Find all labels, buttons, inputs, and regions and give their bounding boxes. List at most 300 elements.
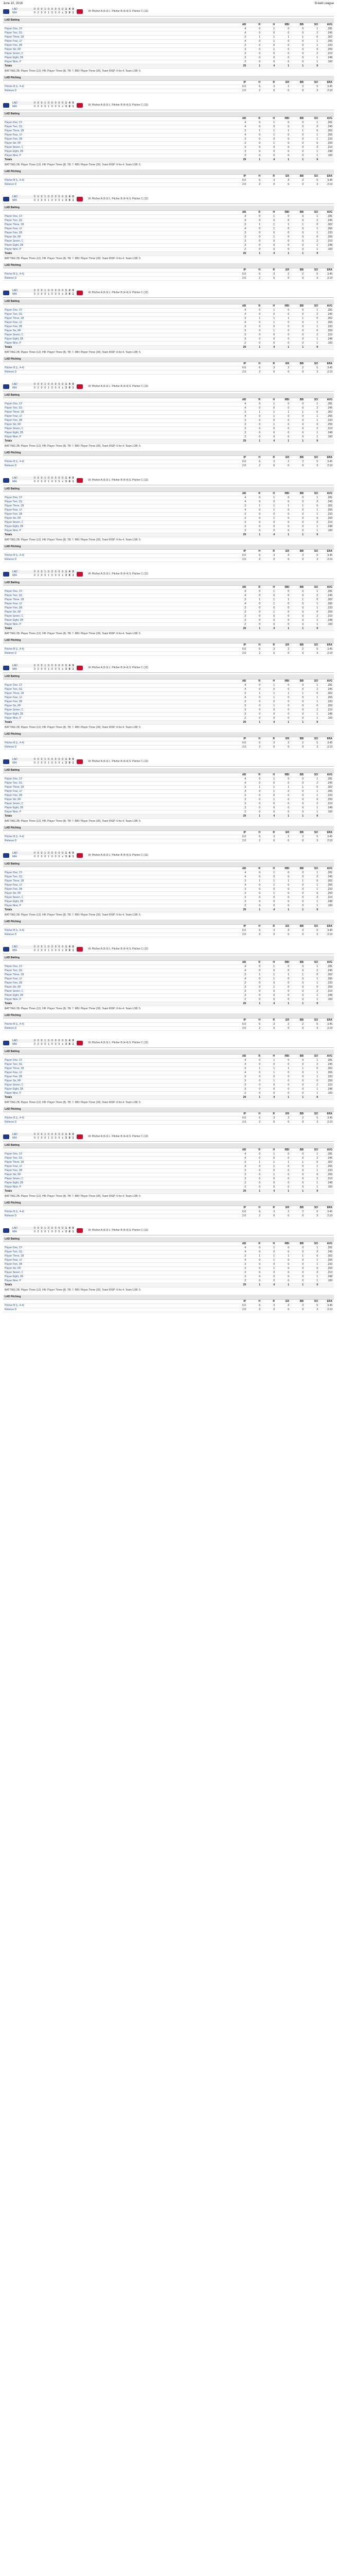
rhe-value: 3	[65, 761, 67, 765]
inning-score: 0	[58, 480, 60, 483]
player-name-link[interactable]: Player Nine, P	[3, 342, 233, 346]
linescore-table	[11, 664, 75, 671]
away-team-logo	[3, 572, 9, 577]
player-name-link[interactable]: Player Seven, C	[3, 896, 233, 900]
player-name-link[interactable]: Player One, CF	[3, 777, 233, 782]
stat-cell: 0	[276, 231, 291, 235]
stat-cell: .245	[320, 219, 334, 223]
player-name-link[interactable]: Player Two, SS	[3, 782, 233, 786]
player-name-link[interactable]: Player Eight, 2B	[3, 337, 233, 342]
player-name-link[interactable]: Player Three, 1B	[3, 129, 233, 133]
pitcher-name-link[interactable]: Reliever D	[3, 558, 233, 562]
stat-cell: .248	[320, 900, 334, 904]
stat-cell: 1	[305, 227, 320, 231]
team-abbr[interactable]: LAD	[11, 477, 33, 480]
player-name-link[interactable]: Player Six, RF	[3, 798, 233, 802]
player-name-link[interactable]: Player Three, 1B	[3, 223, 233, 227]
player-name-link[interactable]: Player Five, 3B	[3, 981, 233, 986]
player-name-link[interactable]: Player One, CF	[3, 121, 233, 125]
pitcher-name-link[interactable]: Pitcher B (L, 4-4)	[3, 85, 233, 89]
team-abbr[interactable]: MIA	[12, 293, 17, 296]
column-header: AVG	[320, 304, 334, 309]
stat-cell: 6	[247, 366, 262, 370]
rhe-value: 8	[68, 949, 70, 952]
stat-cell: 0	[247, 231, 262, 235]
stat-cell: 0	[276, 500, 291, 504]
player-name-link[interactable]: Player Four, LF	[3, 1165, 233, 1169]
inning-score: 0	[34, 477, 36, 480]
stat-cell: 1	[262, 411, 276, 415]
team-abbr[interactable]: MIA	[12, 105, 17, 108]
stat-cell: .245	[320, 969, 334, 973]
player-name-link[interactable]: Player One, CF	[3, 27, 233, 31]
team-abbr[interactable]: MIA	[12, 480, 17, 483]
player-name-link[interactable]: Player One, CF	[3, 590, 233, 594]
player-name-link[interactable]: Player Eight, 2B	[3, 619, 233, 623]
player-name-link[interactable]: Player One, CF	[3, 1153, 233, 1157]
player-name-link[interactable]: Player Six, RF	[3, 892, 233, 896]
column-header: SO	[305, 550, 320, 554]
team-abbr[interactable]: LAD	[11, 8, 33, 11]
table-row	[3, 329, 334, 333]
player-name-link[interactable]: Player Eight, 2B	[3, 56, 233, 60]
team-abbr[interactable]: LAD	[11, 664, 33, 668]
pitcher-name-link[interactable]: Reliever D	[3, 277, 233, 281]
player-name-link[interactable]: Player Five, 3B	[3, 888, 233, 892]
table-row	[3, 904, 334, 908]
player-name-link[interactable]: Player Six, RF	[3, 1267, 233, 1271]
player-name-link[interactable]: Player Four, LF	[3, 40, 233, 44]
player-name-link[interactable]: Player Four, LF	[3, 133, 233, 138]
player-name-link[interactable]: Player Six, RF	[3, 1173, 233, 1177]
table-row	[3, 219, 334, 223]
player-name-link[interactable]: Player Seven, C	[3, 521, 233, 525]
player-name-link[interactable]: Player Two, SS	[3, 594, 233, 598]
stat-cell: .281	[320, 121, 334, 125]
inning-score: 0	[55, 668, 57, 671]
stat-cell: .248	[320, 150, 334, 154]
player-name-link[interactable]: Player Eight, 2B	[3, 1181, 233, 1185]
player-name-link[interactable]: Player Five, 3B	[3, 138, 233, 142]
player-name-link[interactable]: Player Nine, P	[3, 248, 233, 252]
inning-score: 0	[62, 477, 64, 480]
stat-cell: 2	[305, 1271, 320, 1275]
team-abbr[interactable]: LAD	[11, 945, 33, 949]
stat-cell: 0	[247, 1259, 262, 1263]
rhe-value: 1	[65, 1227, 67, 1230]
table-row	[3, 1267, 334, 1271]
player-name-link[interactable]: Player Two, SS	[3, 31, 233, 36]
player-name-link[interactable]: Player Five, 3B	[3, 606, 233, 611]
player-name-link[interactable]: Player Five, 3B	[3, 1263, 233, 1267]
pitcher-name-link[interactable]: Pitcher B (L, 4-4)	[3, 929, 233, 933]
stat-cell: 0	[262, 1092, 276, 1096]
rhe-value: 1	[72, 105, 74, 108]
team-abbr[interactable]: LAD	[11, 1133, 33, 1137]
player-name-link[interactable]: Player One, CF	[3, 496, 233, 500]
stat-cell: 0	[262, 1083, 276, 1088]
stat-cell: 0	[276, 27, 291, 31]
team-abbr[interactable]: MIA	[12, 1043, 17, 1046]
team-abbr[interactable]: MIA	[12, 199, 17, 202]
pitcher-name-link[interactable]: Pitcher B (L, 4-4)	[3, 366, 233, 370]
player-name-link[interactable]: Player Nine, P	[3, 1185, 233, 1190]
pitcher-name-link[interactable]: Pitcher B (L, 4-4)	[3, 460, 233, 464]
player-name-link[interactable]: Player Seven, C	[3, 708, 233, 713]
player-name-link[interactable]: Player Three, 1B	[3, 504, 233, 509]
team-abbr[interactable]: LAD	[11, 289, 33, 293]
player-name-link[interactable]: Player Six, RF	[3, 611, 233, 615]
player-name-link[interactable]: Player Nine, P	[3, 904, 233, 908]
player-name-link[interactable]: Player Two, SS	[3, 406, 233, 411]
player-name-link[interactable]: Player Three, 1B	[3, 411, 233, 415]
pitcher-name-link[interactable]: Reliever D	[3, 1308, 233, 1312]
player-name-link[interactable]: Player Four, LF	[3, 509, 233, 513]
player-name-link[interactable]: Player Eight, 2B	[3, 900, 233, 904]
pitcher-name-link[interactable]: Pitcher B (L, 4-4)	[3, 1023, 233, 1027]
stat-cell: 1	[305, 871, 320, 875]
player-name-link[interactable]: Player Eight, 2B	[3, 806, 233, 810]
player-name-link[interactable]: Player Five, 3B	[3, 419, 233, 423]
inning-score: 0	[62, 8, 64, 11]
player-name-link[interactable]: Player Six, RF	[3, 48, 233, 52]
column-header: BB	[291, 1055, 305, 1059]
player-name-link[interactable]: Player Seven, C	[3, 333, 233, 337]
team-abbr[interactable]: MIA	[12, 949, 17, 952]
stat-cell: 6.0	[233, 366, 247, 370]
stat-cell: 4	[233, 40, 247, 44]
player-name-link[interactable]: Player Seven, C	[3, 615, 233, 619]
stat-cell: .248	[320, 337, 334, 342]
stat-cell: 1	[247, 504, 262, 509]
player-name-link[interactable]: Player Two, SS	[3, 313, 233, 317]
inning-score: 1	[44, 289, 46, 292]
player-name-link[interactable]: Player Three, 1B	[3, 598, 233, 602]
player-name-link[interactable]: Player Nine, P	[3, 60, 233, 64]
team-abbr[interactable]: MIA	[12, 855, 17, 858]
pitcher-name-link[interactable]: Reliever D	[3, 464, 233, 468]
pitcher-name-link[interactable]: Reliever D	[3, 652, 233, 656]
player-name-link[interactable]: Player Six, RF	[3, 1079, 233, 1083]
rhe-value: 3	[65, 1043, 67, 1046]
player-name-link[interactable]: Player Nine, P	[3, 810, 233, 815]
player-name-link[interactable]: Player Two, SS	[3, 1157, 233, 1161]
stat-cell: 0	[276, 309, 291, 313]
stat-cell: 0	[276, 1173, 291, 1177]
player-name-link[interactable]: Player Four, LF	[3, 321, 233, 325]
rhe-value: 1	[72, 1043, 74, 1046]
stat-cell: 1	[305, 684, 320, 688]
stat-cell: 0	[291, 1181, 305, 1185]
pitcher-name-link[interactable]: Pitcher B (L, 4-4)	[3, 179, 233, 183]
totals-cell: 4	[262, 627, 276, 631]
column-header	[3, 81, 233, 85]
player-name-link[interactable]: Player Eight, 2B	[3, 1275, 233, 1279]
team-abbr[interactable]: MIA	[12, 761, 17, 765]
player-name-link[interactable]: Player Seven, C	[3, 1083, 233, 1088]
player-name-link[interactable]: Player Seven, C	[3, 1271, 233, 1275]
player-name-link[interactable]: Player Six, RF	[3, 986, 233, 990]
team-abbr[interactable]: LAD	[11, 101, 33, 105]
column-header: H	[247, 456, 262, 460]
player-name-link[interactable]: Player Six, RF	[3, 142, 233, 146]
player-name-link[interactable]: Player Five, 3B	[3, 794, 233, 798]
stat-cell: 3	[233, 411, 247, 415]
stat-cell: 0	[291, 1275, 305, 1279]
stat-cell: 0	[262, 1088, 276, 1092]
pitcher-name-link[interactable]: Pitcher B (L, 4-4)	[3, 273, 233, 277]
stat-cell: .210	[320, 896, 334, 900]
away-team-logo	[3, 197, 9, 201]
player-name-link[interactable]: Player Five, 3B	[3, 513, 233, 517]
stat-cell: 0	[291, 981, 305, 986]
team-abbr[interactable]: LAD	[11, 1227, 33, 1230]
totals-cell: 9	[305, 533, 320, 537]
pitcher-name-link[interactable]: Reliever D	[3, 745, 233, 750]
stat-cell: 0	[291, 969, 305, 973]
stat-cell: 6	[247, 1304, 262, 1308]
stat-cell: 0	[276, 990, 291, 994]
player-name-link[interactable]: Player Six, RF	[3, 329, 233, 333]
column-header: H	[247, 643, 262, 648]
stat-cell: 0	[276, 125, 291, 129]
player-name-link[interactable]: Player Seven, C	[3, 427, 233, 431]
pitcher-name-link[interactable]: Pitcher B (L, 4-4)	[3, 835, 233, 839]
player-name-link[interactable]: Player Two, SS	[3, 969, 233, 973]
player-name-link[interactable]: Player One, CF	[3, 684, 233, 688]
player-name-link[interactable]: Player Eight, 2B	[3, 150, 233, 154]
team-abbr[interactable]: LAD	[11, 383, 33, 386]
player-name-link[interactable]: Player Nine, P	[3, 1279, 233, 1283]
player-name-link[interactable]: Player Seven, C	[3, 1177, 233, 1181]
inning-score: 0	[51, 199, 53, 202]
pitcher-name-link[interactable]: Pitcher B (L, 4-4)	[3, 554, 233, 558]
stat-cell: 3	[233, 1275, 247, 1279]
player-name-link[interactable]: Player Five, 3B	[3, 700, 233, 704]
player-name-link[interactable]: Player Two, SS	[3, 688, 233, 692]
pitcher-name-link[interactable]: Pitcher B (L, 4-4)	[3, 1116, 233, 1121]
stat-cell: 0	[247, 427, 262, 431]
team-abbr[interactable]: MIA	[12, 11, 17, 14]
column-header	[3, 211, 233, 215]
player-name-link[interactable]: Player One, CF	[3, 871, 233, 875]
player-name-link[interactable]: Player Four, LF	[3, 790, 233, 794]
player-name-link[interactable]: Player Four, LF	[3, 1071, 233, 1075]
player-name-link[interactable]: Player Four, LF	[3, 415, 233, 419]
player-name-link[interactable]: Player Eight, 2B	[3, 431, 233, 435]
player-name-link[interactable]: Player One, CF	[3, 215, 233, 219]
totals-cell: 29	[233, 252, 247, 256]
column-header: ERA	[320, 81, 334, 85]
team-abbr[interactable]: LAD	[11, 1039, 33, 1043]
player-name-link[interactable]: Player Two, SS	[3, 1063, 233, 1067]
pitcher-name-link[interactable]: Reliever D	[3, 370, 233, 375]
pitching-table	[3, 925, 334, 937]
player-name-link[interactable]: Player Nine, P	[3, 717, 233, 721]
pitcher-name-link[interactable]: Reliever D	[3, 183, 233, 187]
pitcher-name-link[interactable]: Pitcher B (L, 4-4)	[3, 1210, 233, 1214]
stat-cell: 0	[291, 708, 305, 713]
player-name-link[interactable]: Player Five, 3B	[3, 1169, 233, 1173]
player-name-link[interactable]: Player Seven, C	[3, 52, 233, 56]
player-name-link[interactable]: Player One, CF	[3, 1246, 233, 1250]
stat-cell: 0	[262, 1121, 276, 1125]
player-name-link[interactable]: Player Nine, P	[3, 1092, 233, 1096]
totals-cell	[320, 346, 334, 350]
column-header: R	[262, 925, 276, 929]
player-name-link[interactable]: Player Five, 3B	[3, 44, 233, 48]
player-name-link[interactable]: Player Three, 1B	[3, 36, 233, 40]
stat-cell: 5	[305, 1210, 320, 1214]
player-name-link[interactable]: Player Nine, P	[3, 154, 233, 158]
player-name-link[interactable]: Player Seven, C	[3, 990, 233, 994]
player-name-link[interactable]: Player Nine, P	[3, 998, 233, 1002]
player-name-link[interactable]: Player Eight, 2B	[3, 1088, 233, 1092]
pitcher-name-link[interactable]: Pitcher B (L, 4-4)	[3, 648, 233, 652]
inning-score: x	[62, 1230, 63, 1233]
team-abbr[interactable]: LAD	[11, 570, 33, 574]
stat-cell: 0	[247, 529, 262, 533]
player-name-link[interactable]: Player Three, 1B	[3, 973, 233, 977]
player-name-link[interactable]: Player Four, LF	[3, 977, 233, 981]
player-name-link[interactable]: Player Nine, P	[3, 529, 233, 533]
column-header	[3, 550, 233, 554]
inning-score: 0	[51, 289, 53, 292]
player-name-link[interactable]: Player Three, 1B	[3, 317, 233, 321]
table-row	[3, 977, 334, 981]
player-name-link[interactable]: Player Five, 3B	[3, 325, 233, 329]
team-abbr[interactable]: LAD	[11, 758, 33, 761]
player-name-link[interactable]: Player Six, RF	[3, 423, 233, 427]
player-name-link[interactable]: Player Three, 1B	[3, 1255, 233, 1259]
stat-cell: 0	[276, 896, 291, 900]
player-name-link[interactable]: Player Six, RF	[3, 235, 233, 240]
stat-cell: 0	[291, 594, 305, 598]
player-name-link[interactable]: Player Nine, P	[3, 623, 233, 627]
player-name-link[interactable]: Player Six, RF	[3, 517, 233, 521]
inning-score: 0	[55, 11, 57, 14]
player-name-link[interactable]: Player Eight, 2B	[3, 994, 233, 998]
inning-score: 0	[58, 1137, 60, 1140]
player-name-link[interactable]: Player Seven, C	[3, 802, 233, 806]
stat-cell: 2	[233, 1279, 247, 1283]
pitcher-name-link[interactable]: Reliever D	[3, 839, 233, 843]
team-abbr[interactable]: LAD	[11, 195, 33, 199]
player-name-link[interactable]: Player Seven, C	[3, 146, 233, 150]
stat-cell: 0	[262, 888, 276, 892]
player-name-link[interactable]: Player Five, 3B	[3, 231, 233, 235]
table-row	[3, 504, 334, 509]
player-name-link[interactable]: Player Nine, P	[3, 435, 233, 439]
stat-cell: 0	[291, 56, 305, 60]
stat-cell: .248	[320, 1181, 334, 1185]
team-abbr[interactable]: MIA	[12, 386, 17, 389]
stat-cell: 0	[262, 248, 276, 252]
column-header	[3, 1112, 233, 1116]
player-name-link[interactable]: Player One, CF	[3, 309, 233, 313]
player-name-link[interactable]: Player One, CF	[3, 965, 233, 969]
player-name-link[interactable]: Player Three, 1B	[3, 786, 233, 790]
player-name-link[interactable]: Player Two, SS	[3, 875, 233, 879]
rhe-value: 0	[72, 852, 74, 855]
pitcher-name-link[interactable]: Reliever D	[3, 933, 233, 937]
player-name-link[interactable]: Player Two, SS	[3, 219, 233, 223]
player-name-link[interactable]: Player Four, LF	[3, 227, 233, 231]
player-name-link[interactable]: Player Eight, 2B	[3, 713, 233, 717]
inning-score: 0	[58, 477, 60, 480]
rhe-value: 1	[72, 1137, 74, 1140]
stat-cell: .302	[320, 504, 334, 509]
stat-cell: 0	[305, 36, 320, 40]
player-name-link[interactable]: Player Seven, C	[3, 240, 233, 244]
player-name-link[interactable]: Player Two, SS	[3, 1250, 233, 1255]
team-abbr[interactable]: MIA	[12, 1137, 17, 1140]
player-name-link[interactable]: Player Three, 1B	[3, 692, 233, 696]
table-row	[3, 648, 334, 652]
pitcher-name-link[interactable]: Reliever D	[3, 1121, 233, 1125]
pitcher-name-link[interactable]: Reliever D	[3, 1027, 233, 1031]
inning-score: 0	[48, 101, 49, 105]
team-abbr[interactable]: LAD	[11, 852, 33, 855]
player-name-link[interactable]: Player Four, LF	[3, 1259, 233, 1263]
stat-cell: 0	[262, 125, 276, 129]
player-name-link[interactable]: Player Three, 1B	[3, 1067, 233, 1071]
stat-cell: 0	[291, 904, 305, 908]
stat-cell: .245	[320, 31, 334, 36]
player-name-link[interactable]: Player Two, SS	[3, 125, 233, 129]
player-name-link[interactable]: Player Three, 1B	[3, 879, 233, 884]
table-row	[3, 684, 334, 688]
player-name-link[interactable]: Player One, CF	[3, 1059, 233, 1063]
pitcher-name-link[interactable]: Pitcher B (L, 4-4)	[3, 1304, 233, 1308]
pitcher-name-link[interactable]: Reliever D	[3, 89, 233, 93]
pitcher-name-link[interactable]: Pitcher B (L, 4-4)	[3, 741, 233, 745]
player-name-link[interactable]: Player One, CF	[3, 402, 233, 406]
stat-cell: 0	[276, 652, 291, 656]
batting-section-title: LAD Batting	[3, 956, 334, 961]
team-abbr[interactable]: MIA	[12, 574, 17, 577]
column-header: RBI	[276, 680, 291, 684]
stat-cell: 0	[262, 688, 276, 692]
stat-cell: 0	[276, 611, 291, 615]
inning-score: 0	[37, 289, 39, 292]
player-name-link[interactable]: Player Five, 3B	[3, 1075, 233, 1079]
stat-cell: 0	[291, 142, 305, 146]
stat-cell: 0	[247, 125, 262, 129]
inning-score: 0	[55, 383, 57, 386]
totals-cell: 4	[262, 815, 276, 819]
player-name-link[interactable]: Player Eight, 2B	[3, 244, 233, 248]
player-name-link[interactable]: Player Four, LF	[3, 696, 233, 700]
column-header: R	[262, 643, 276, 648]
team-abbr[interactable]: MIA	[12, 1230, 17, 1233]
pitcher-name-link[interactable]: Reliever D	[3, 1214, 233, 1218]
player-name-link[interactable]: Player Three, 1B	[3, 1161, 233, 1165]
player-name-link[interactable]: Player Four, LF	[3, 884, 233, 888]
player-name-link[interactable]: Player Six, RF	[3, 704, 233, 708]
inning-score: 0	[34, 480, 36, 483]
inning-score: 2	[37, 668, 39, 671]
stat-cell: 0	[276, 1157, 291, 1161]
team-abbr[interactable]: MIA	[12, 668, 17, 671]
stat-cell: 2	[305, 1157, 320, 1161]
player-name-link[interactable]: Player Four, LF	[3, 602, 233, 606]
player-name-link[interactable]: Player Two, SS	[3, 500, 233, 504]
stat-cell: .302	[320, 1255, 334, 1259]
player-name-link[interactable]: Player Eight, 2B	[3, 525, 233, 529]
rhe-value: 0	[72, 8, 74, 11]
stat-cell: 0	[262, 594, 276, 598]
